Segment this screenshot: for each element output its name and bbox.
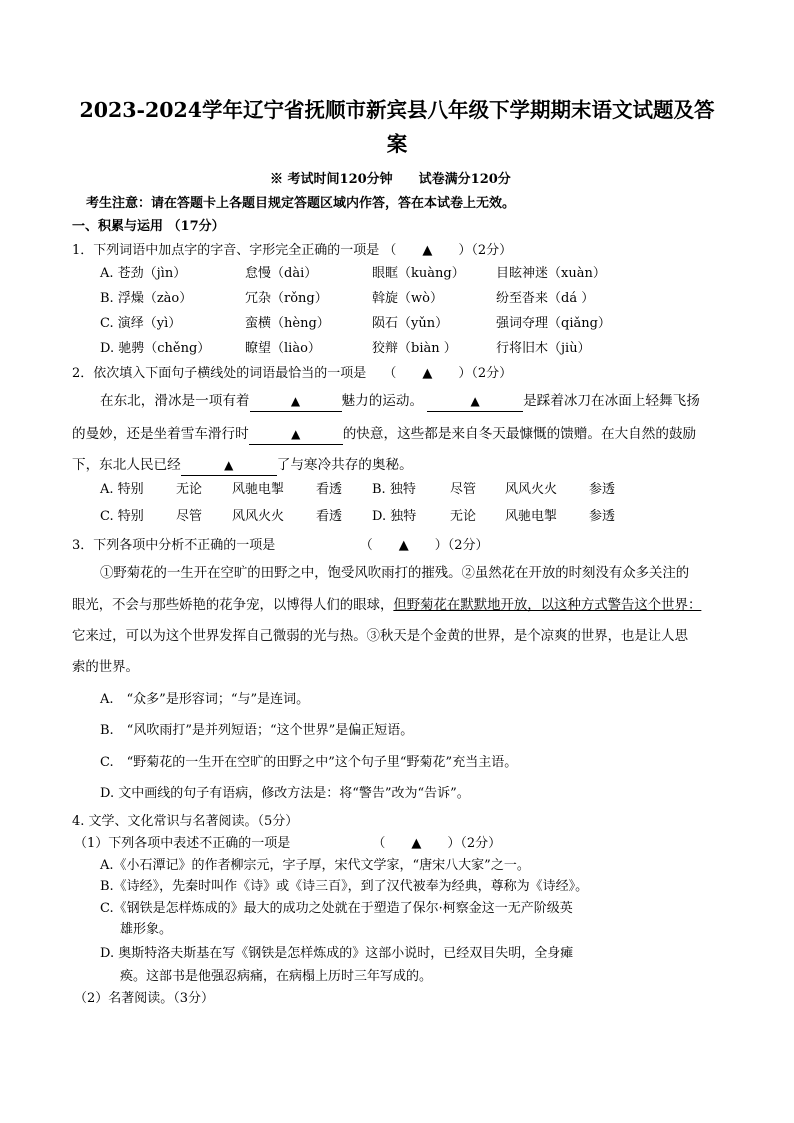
question-4-option-d: D. 奥斯特洛夫斯基在写《钢铁是怎样炼成的》这部小说时，已经双目失明，全身瘫 (100, 946, 574, 961)
option-b-4: 纷至沓来（dá ） (496, 291, 595, 306)
question-4-option-a: A.《小石潭记》的作者柳宗元，字子厚，宋代文学家，“唐宋八大家”之一。 (100, 858, 530, 873)
fill-blank: ▲ (249, 424, 343, 445)
question-4-stem: 4. 文学、文化常识与名著阅读。（5分） (72, 814, 299, 829)
question-2-para-line-1: 在东北，滑冰是一项有着 ▲ 魅力的运动。 ▲ 是踩着冰刀在冰面上轻舞飞扬 (100, 391, 700, 412)
option-b-2: 冗杂（rǒng） (245, 291, 328, 306)
question-3-para-line-4: 索的世界。 (72, 660, 139, 675)
question-3-para-line-2: 眼光，不会与那些娇艳的花争宠，以博得人们的眼球，但野菊花在默默地开放，以这种方式警告这个世界： (72, 598, 702, 613)
question-3-stem: 3．下列各项中分析不正确的一项是 （ ▲ ）（2分） (72, 538, 489, 553)
question-2-para-line-3: 下，东北人民已经 ▲ 了与寒冷共存的奥秘。 (72, 455, 413, 476)
notice: 考生注意：请在答题卡上各题目规定答题区域内作答，答在本试卷上无效。 (86, 196, 516, 211)
q2-b-3: 风风火火 (505, 482, 558, 497)
question-3-para-line-1: ①野菊花的一生开在空旷的田野之中，饱受风吹雨打的摧残。②虽然花在开放的时刻没有众多关注的 (100, 566, 690, 581)
question-2-para-line-2: 的曼妙，还是坐着雪车滑行时 ▲ 的快意，这些都是来自冬天最慷慨的馈赠。在大自然的鼓励 (72, 424, 696, 445)
question-4-sub-2: （2）名著阅读。（3分） (74, 991, 215, 1006)
q2-c-4: 看透 (316, 509, 343, 524)
option-c-3: 陨石（yǔn） (372, 316, 449, 331)
q2-a-1: A. 特别 (100, 482, 144, 497)
q2-b-2: 尽管 (450, 482, 477, 497)
title-line-1: 2023-2024学年辽宁省抚顺市新宾县八年级下学期期末语文试题及答 (79, 98, 715, 122)
option-b-3: 斡旋（wò） (372, 291, 443, 306)
fill-blank: ▲ (250, 391, 342, 412)
question-3-option-b: B. “风吹雨打”是并列短语；“这个世界”是偏正短语。 (100, 723, 414, 738)
fill-blank: ▲ (427, 391, 523, 412)
question-4-option-d-cont: 痪。这部书是他强忍病痛，在病榻上历时三年写成的。 (120, 969, 433, 984)
q2-d-1: D. 独特 (372, 509, 417, 524)
question-4-option-c-cont: 雄形象。 (120, 922, 173, 937)
question-4-sub-1: （1）下列各项中表述不正确的一项是 （ ▲ ）（2分） (74, 836, 502, 851)
question-4-option-b: B.《诗经》，先秦时叫作《诗》或《诗三百》，到了汉代被奉为经典，尊称为《诗经》。 (100, 879, 589, 894)
exam-info: ※ 考试时间120分钟 试卷满分120分 (270, 172, 511, 187)
question-3-option-c: C. “野菊花的一生开在空旷的田野之中”这个句子里“野菊花”充当主语。 (100, 755, 518, 770)
underlined-sentence: 但野菊花在默默地开放，以这种方式警告这个世界： (393, 598, 702, 613)
q2-c-3: 风风火火 (232, 509, 285, 524)
question-2-stem: 2．依次填入下面句子横线处的词语最恰当的一项是 （ ▲ ）（2分） (72, 366, 513, 381)
option-d-3: 狡辩（biàn ） (372, 341, 457, 356)
q2-c-2: 尽管 (176, 509, 203, 524)
q2-a-3: 风驰电掣 (232, 482, 285, 497)
option-a-1: A. 苍劲（jìn） (100, 266, 187, 281)
section-heading: 一、积累与运用 （17分） (72, 219, 225, 234)
fill-blank: ▲ (181, 455, 277, 476)
q2-d-2: 无论 (450, 509, 477, 524)
option-a-4: 目眩神迷（xuàn） (496, 266, 606, 281)
option-d-1: D. 驰骋（chěng） (100, 341, 211, 356)
question-4-option-c: C.《钢铁是怎样炼成的》最大的成功之处就在于塑造了保尔·柯察金这一无产阶级英 (100, 901, 573, 916)
option-c-1: C. 演绎（yì） (100, 316, 182, 331)
option-a-3: 眼眶（kuàng） (372, 266, 465, 281)
q2-c-1: C. 特别 (100, 509, 144, 524)
option-b-1: B. 浮燥（zào） (100, 291, 193, 306)
option-d-2: 瞭望（liào） (245, 341, 321, 356)
question-3-option-d: D. 文中画线的句子有语病，修改方法是：将“警告”改为“告诉”。 (100, 786, 470, 801)
option-d-4: 行将旧木（jiù） (496, 341, 591, 356)
title-line-2: 案 (386, 132, 408, 156)
question-3-para-line-3: 它来过，可以为这个世界发挥自己微弱的光与热。③秋天是个金黄的世界，是个凉爽的世界，也是让人思 (72, 629, 688, 644)
q2-a-4: 看透 (316, 482, 343, 497)
q2-b-4: 参透 (589, 482, 616, 497)
q2-b-1: B. 独特 (372, 482, 416, 497)
question-3-option-a: A. “众多”是形容词；“与”是连词。 (100, 692, 310, 707)
option-a-2: 怠慢（dài） (245, 266, 318, 281)
question-1-stem: 1．下列词语中加点字的字音、字形完全正确的一项是 （ ▲ ）（2分） (72, 243, 513, 258)
q2-a-2: 无论 (176, 482, 203, 497)
option-c-2: 蛮横（hèng） (245, 316, 330, 331)
option-c-4: 强词夺理（qiǎng） (496, 316, 611, 331)
q2-d-3: 风驰电掣 (505, 509, 558, 524)
q2-d-4: 参透 (589, 509, 616, 524)
